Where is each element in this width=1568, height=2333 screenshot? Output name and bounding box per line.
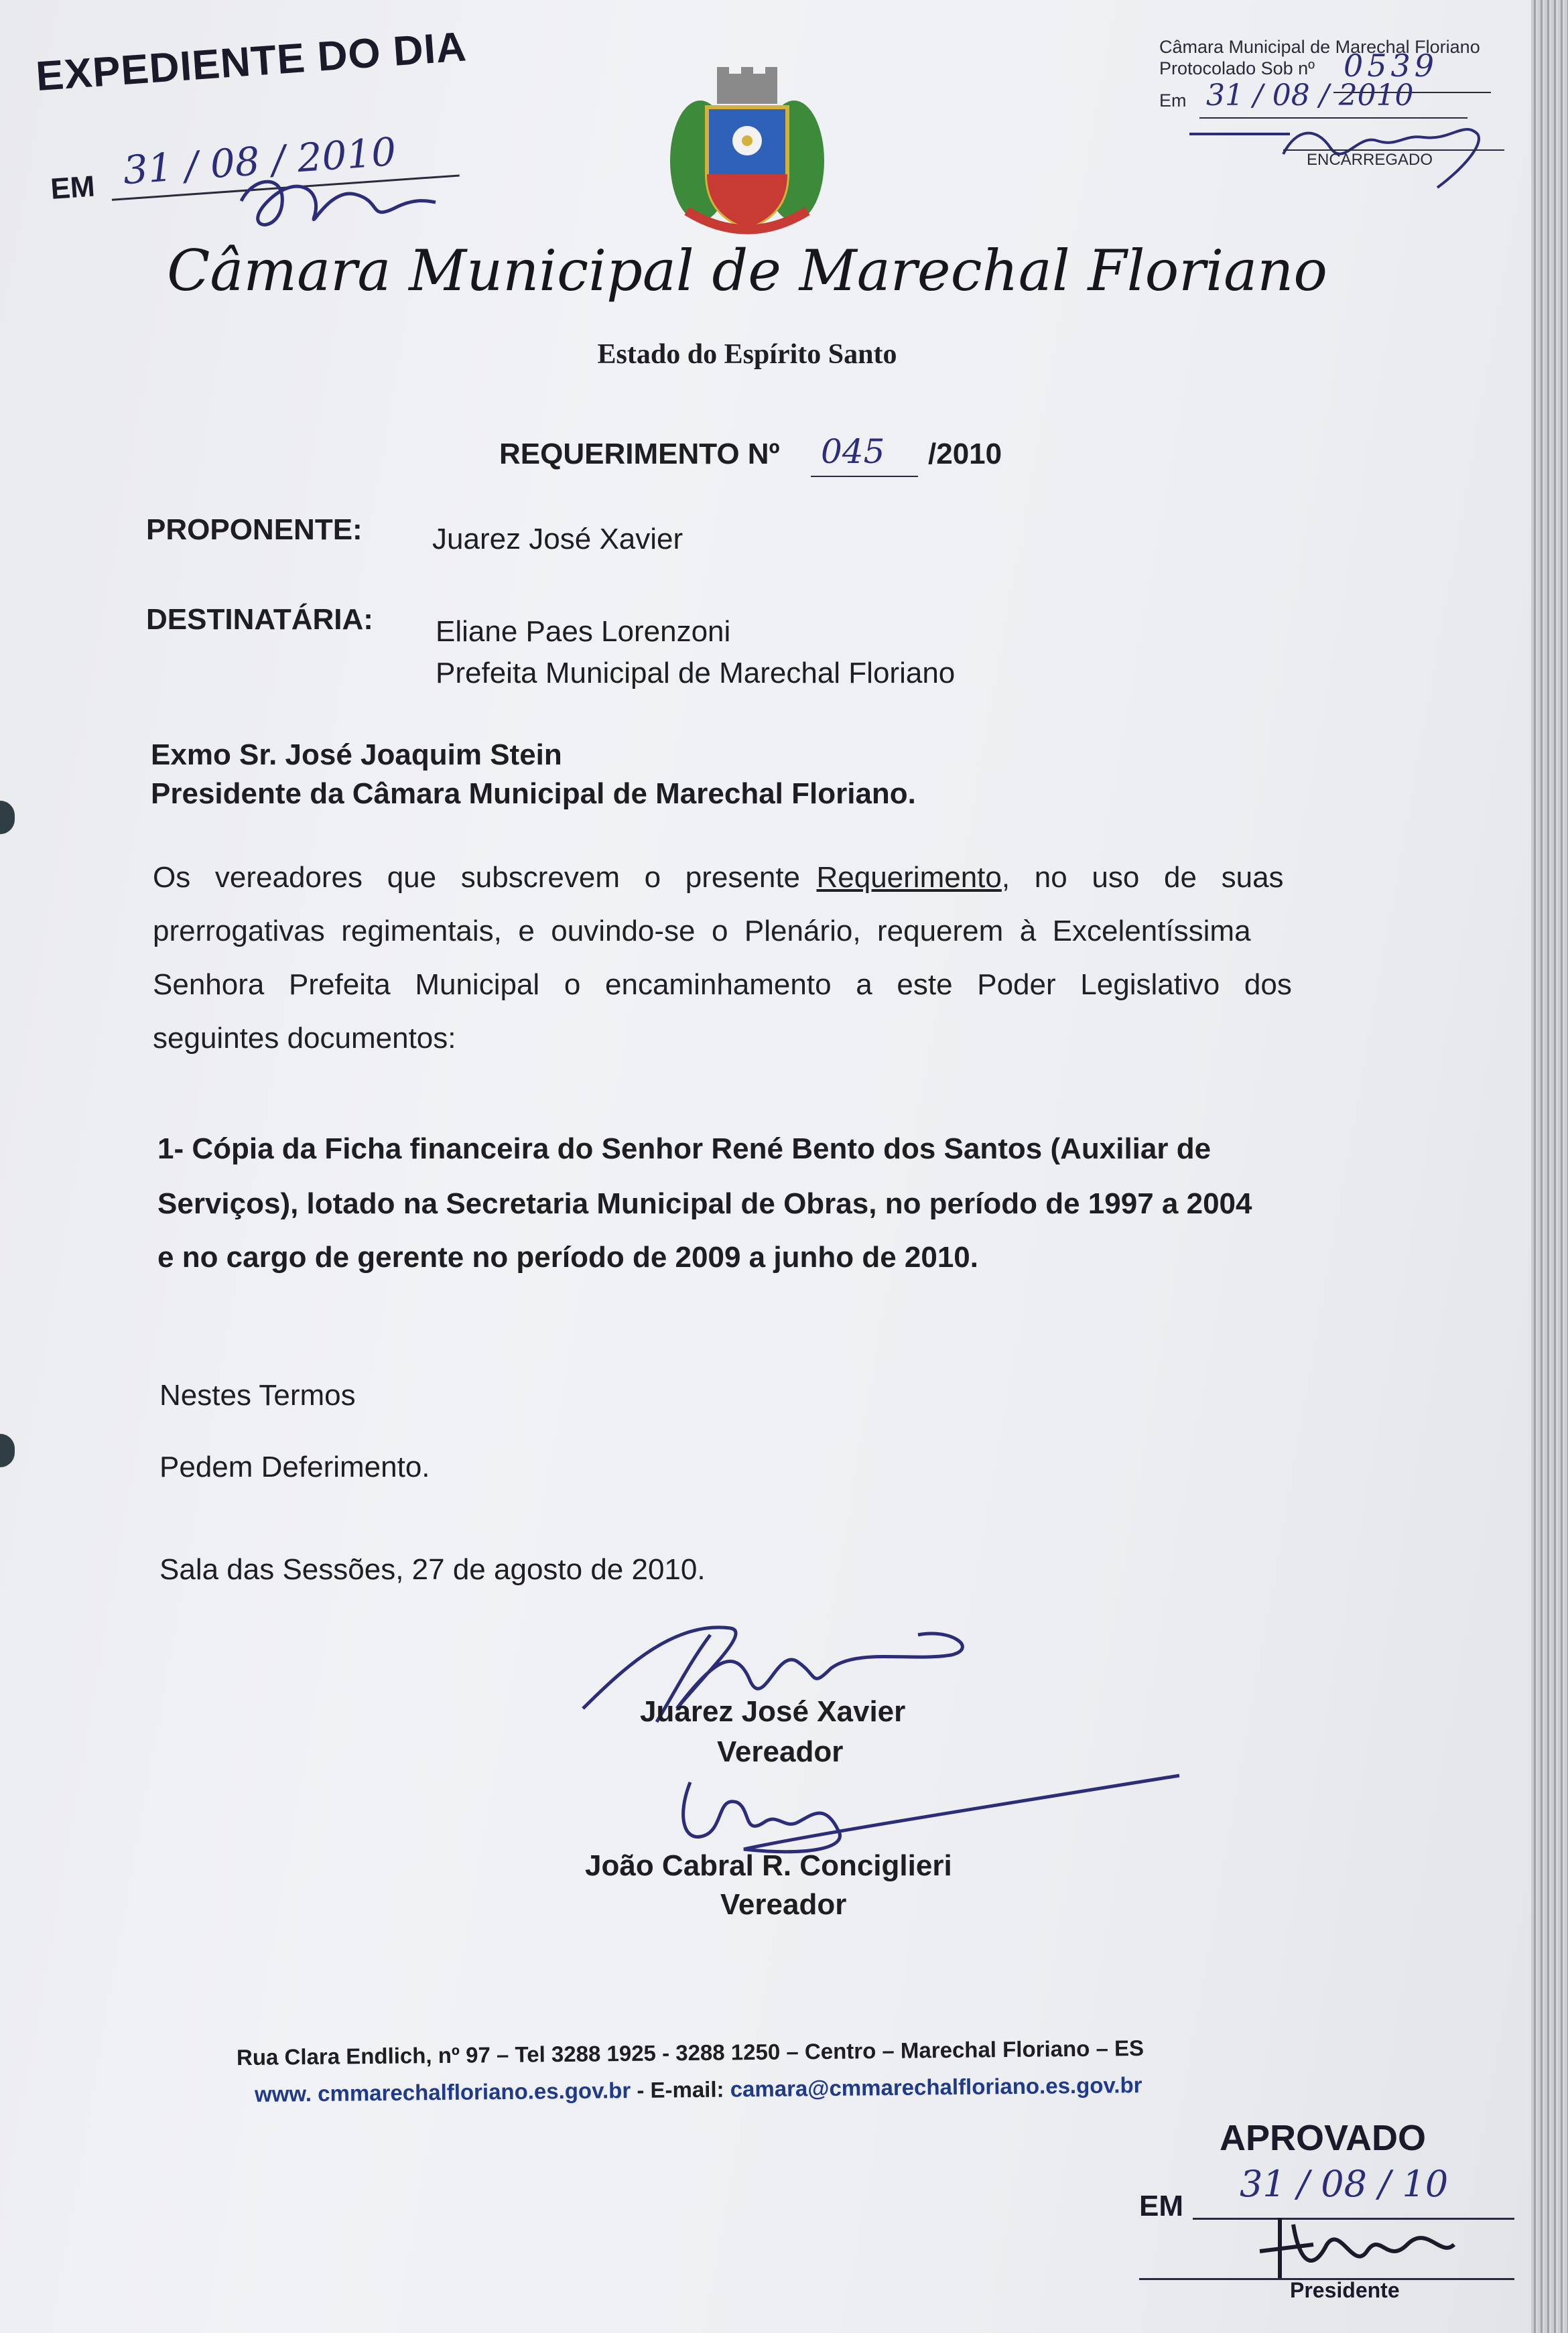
- closing-terms: Nestes Termos: [159, 1379, 356, 1412]
- paragraph-line-1: [153, 851, 1284, 905]
- item1-line1: 1- Cópia da Ficha financeira do Senhor René Bento dos Santos (Auxiliar de: [157, 1132, 1212, 1165]
- binder-hole-bottom: [0, 1434, 15, 1467]
- signature-1-name: Juarez José Xavier: [640, 1695, 906, 1728]
- request-year: /2010: [928, 438, 1002, 470]
- institution-state: Estado do Espírito Santo: [597, 339, 897, 370]
- place-date: Sala das Sessões, 27 de agosto de 2010.: [159, 1553, 706, 1586]
- approved-date: 31 / 08 / 10: [1240, 2163, 1449, 2205]
- institution-title: Câmara Municipal de Marechal Floriano: [167, 238, 1327, 304]
- addressee-line1: Exmo Sr. José Joaquim Stein: [151, 738, 562, 771]
- protocol-em-label: Em: [1159, 90, 1187, 111]
- footer-email[interactable]: camara@cmmarechalfloriano.es.gov.br: [730, 2072, 1142, 2102]
- paragraph-line-4: seguintes documentos:: [153, 1022, 456, 1055]
- proponente-value: Juarez José Xavier: [432, 523, 683, 555]
- request-number-row: [499, 432, 1035, 486]
- signature-2-role: Vereador: [720, 1888, 847, 1921]
- approved-em-label: EM: [1139, 2190, 1183, 2222]
- expediente-date: 31 / 08 / 2010: [121, 129, 398, 194]
- addressee-line2: Presidente da Câmara Municipal de Marechal Floriano.: [151, 777, 916, 810]
- closing-deferimento: Pedem Deferimento.: [159, 1451, 430, 1483]
- paragraph-line-3: Senhora Prefeita Municipal o encaminhamento a este Poder Legislativo dos: [153, 968, 1292, 1001]
- request-number-line: [811, 476, 918, 477]
- protocol-line2-label: Protocolado Sob nº: [1159, 58, 1315, 78]
- proponente-label: PROPONENTE:: [146, 513, 363, 546]
- binder-hole-top: [0, 801, 15, 834]
- destinataria-name: Eliane Paes Lorenzoni: [436, 615, 731, 648]
- expediente-signature: [228, 161, 442, 241]
- expediente-em-label: EM: [49, 170, 96, 206]
- request-label: REQUERIMENTO Nº: [499, 438, 780, 470]
- protocol-role: ENCARREGADO: [1307, 151, 1433, 169]
- footer-contact: [255, 2072, 1142, 2107]
- signature-2-name: João Cabral R. Conciglieri: [585, 1849, 952, 1882]
- item1-line2: Serviços), lotado na Secretaria Municipal de Obras, no período de 1997 a 2004: [157, 1187, 1252, 1220]
- request-number: 045: [821, 432, 885, 471]
- approved-role: Presidente: [1290, 2278, 1400, 2302]
- approved-title: APROVADO: [1220, 2118, 1427, 2158]
- footer-email-label: - E-mail:: [630, 2076, 730, 2103]
- protocol-date: 31 / 08 / 2010: [1206, 78, 1414, 113]
- stacked-pages-edge: [1531, 0, 1568, 2333]
- paragraph-line-1-end: , no uso de suas: [1001, 861, 1284, 894]
- destinataria-label: DESTINATÁRIA:: [146, 603, 373, 636]
- footer-website[interactable]: www. cmmarechalfloriano.es.gov.br: [254, 2078, 631, 2107]
- footer-address: Rua Clara Endlich, nº 97 – Tel 3288 1925 - 3288 1250 – Centro – Marechal Floriano – ES: [236, 2035, 1145, 2070]
- paragraph-line-2: prerrogativas regimentais, e ouvindo-se o Plenário, requerem à Excelentíssima: [153, 915, 1251, 947]
- requerimento-link[interactable]: Requerimento: [816, 861, 1002, 894]
- destinataria-role: Prefeita Municipal de Marechal Floriano: [436, 657, 956, 689]
- item1-line3: e no cargo de gerente no período de 2009 a junho de 2010.: [157, 1241, 978, 1274]
- paragraph-line-1-start: Os vereadores que subscrevem o presente: [153, 861, 817, 894]
- expediente-title: EXPEDIENTE DO DIA: [34, 23, 468, 101]
- signature-1-role: Vereador: [717, 1735, 844, 1768]
- protocol-line1: Câmara Municipal de Marechal Floriano: [1159, 37, 1480, 57]
- coat-of-arms: [660, 67, 834, 241]
- protocol-stamp: [1156, 37, 1518, 191]
- protocol-number: 0539: [1344, 48, 1439, 84]
